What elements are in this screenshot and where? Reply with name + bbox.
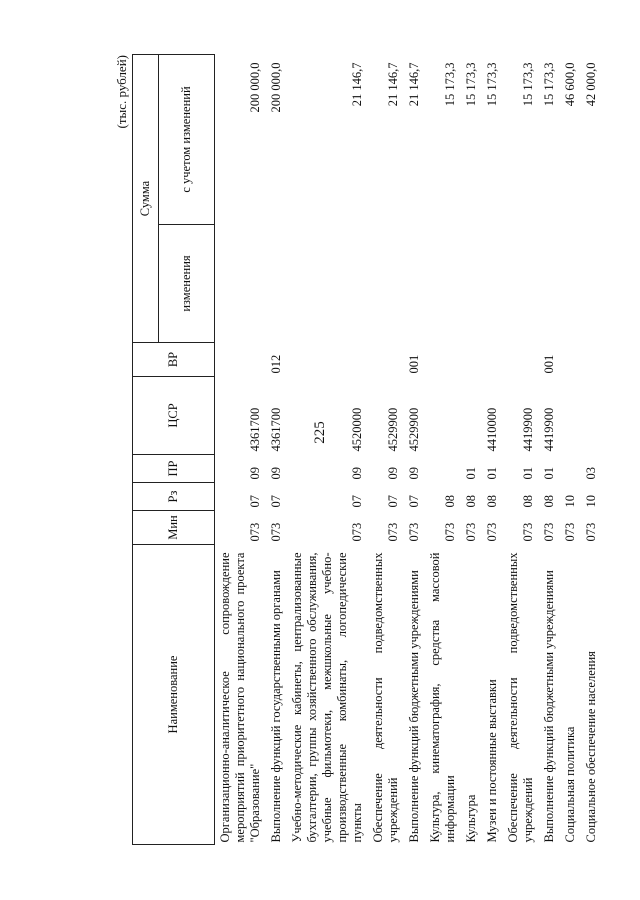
table-row (461, 55, 482, 845)
row-pr-cell (425, 455, 461, 483)
row-rz-cell: 07 (350, 495, 364, 508)
row-vr-cell (287, 343, 368, 377)
row-min-cell: 073 (350, 522, 364, 542)
row-rz-cell: 07 (407, 495, 421, 508)
row-rz-cell: 08 (542, 495, 556, 508)
row-csr-cell: 4361700 (248, 407, 262, 452)
row-csr-cell: 4419900 (521, 407, 535, 452)
table-row (368, 55, 404, 845)
row-rz-cell: 07 (248, 495, 262, 508)
row-total-cell: 15 173,3 (464, 62, 478, 107)
table-row (539, 55, 560, 845)
row-pr-cell (560, 455, 581, 483)
row-total-cell: 15 173,3 (485, 62, 499, 107)
row-min-cell: 073 (464, 522, 478, 542)
table-row (482, 55, 503, 845)
row-min-cell: 073 (386, 522, 400, 542)
row-pr-cell: 09 (350, 467, 364, 480)
row-name-cell: Культура, кинематография, средства массовой информации (428, 552, 457, 843)
row-csr-cell: 4419900 (542, 407, 556, 452)
header-pr: ПР (133, 455, 215, 483)
table-row (560, 55, 581, 845)
row-rz-cell: 10 (584, 495, 598, 508)
header-min: Мин (133, 511, 215, 545)
row-name-cell: Выполнение функций государственными органами (269, 570, 283, 843)
header-s-uchetom: с учетом изменений (159, 55, 215, 225)
row-izmeneniya-cell (482, 225, 503, 343)
row-vr-cell (425, 343, 461, 377)
row-izmeneniya-cell (560, 225, 581, 343)
row-name-cell: Социальная политика (563, 726, 577, 843)
page-number-text: 225 (311, 420, 328, 444)
row-name-cell: Организационно-аналитическое сопровождение мероприятий приоритетного национального проекта "Образование" (218, 552, 262, 843)
row-vr-cell: 012 (269, 354, 283, 374)
row-izmeneniya-cell (503, 225, 539, 343)
header-csr: ЦСР (133, 377, 215, 455)
row-min-cell: 073 (443, 522, 457, 542)
row-total-cell: 15 173,3 (521, 62, 535, 107)
row-pr-cell: 01 (464, 467, 478, 480)
row-vr-cell: 001 (542, 354, 556, 374)
row-name-cell: Обеспечение деятельности подведомственных учреждений (506, 552, 535, 843)
row-min-cell: 073 (485, 522, 499, 542)
table-row (287, 55, 368, 845)
row-csr-cell (425, 377, 461, 455)
row-name-cell: Социальное обеспечение населения (584, 651, 598, 843)
rotated-page-content (110, 45, 610, 845)
row-name-cell: Обеспечение деятельности подведомственных учреждений (371, 552, 400, 843)
row-rz-cell: 07 (269, 495, 283, 508)
row-izmeneniya-cell (266, 225, 287, 343)
row-csr-cell: 4520000 (350, 407, 364, 452)
row-pr-cell: 09 (386, 467, 400, 480)
row-name-cell: Музеи и постоянные выставки (485, 679, 499, 843)
row-csr-cell (560, 377, 581, 455)
row-izmeneniya-cell (287, 225, 368, 343)
row-izmeneniya-cell (461, 225, 482, 343)
row-csr-cell (581, 377, 602, 455)
row-vr-cell (560, 343, 581, 377)
header-vr: ВР (133, 343, 215, 377)
row-rz-cell: 08 (443, 495, 457, 508)
row-pr-cell: 01 (542, 467, 556, 480)
row-pr-cell: 09 (407, 467, 421, 480)
row-csr-cell: 4410000 (485, 407, 499, 452)
row-pr-cell: 09 (269, 467, 283, 480)
row-name-cell: Выполнение функций бюджетными учреждениями (542, 570, 556, 843)
row-rz-cell: 07 (386, 495, 400, 508)
row-min-cell: 073 (521, 522, 535, 542)
row-rz-cell: 08 (521, 495, 535, 508)
table-row (404, 55, 425, 845)
row-total-cell: 42 000,0 (584, 62, 598, 107)
row-total-cell: 15 173,3 (542, 62, 556, 107)
row-csr-cell: 4361700 (269, 407, 283, 452)
row-pr-cell: 01 (485, 467, 499, 480)
row-vr-cell (461, 343, 482, 377)
row-pr-cell: 09 (248, 467, 262, 480)
table-row (503, 55, 539, 845)
row-csr-cell (461, 377, 482, 455)
row-pr-cell: 03 (584, 467, 598, 480)
row-name-cell: Выполнение функций бюджетными учреждениями (407, 570, 421, 843)
header-summa: Сумма (133, 55, 159, 343)
row-vr-cell (581, 343, 602, 377)
row-rz-cell: 08 (485, 495, 499, 508)
row-min-cell: 073 (248, 522, 262, 542)
row-vr-cell (482, 343, 503, 377)
row-total-cell: 21 146,7 (350, 62, 364, 107)
table-row (266, 55, 287, 845)
table-row (425, 55, 461, 845)
table-body (215, 55, 603, 845)
row-izmeneniya-cell (404, 225, 425, 343)
row-min-cell: 073 (584, 522, 598, 542)
table-row (215, 55, 267, 845)
row-total-cell: 46 600,0 (563, 62, 577, 107)
row-total-cell: 21 146,7 (407, 62, 421, 107)
row-total-cell: 200 000,0 (248, 62, 262, 113)
row-izmeneniya-cell (539, 225, 560, 343)
row-total-cell: 15 173,3 (443, 62, 457, 107)
row-total-cell: 200 000,0 (269, 62, 283, 113)
row-min-cell: 073 (542, 522, 556, 542)
row-vr-cell (503, 343, 539, 377)
row-name-cell: Культура (464, 794, 478, 843)
row-vr-cell: 001 (407, 354, 421, 374)
budget-table (132, 54, 602, 845)
header-izmeneniya: изменения (159, 225, 215, 343)
table-header (133, 55, 215, 845)
row-izmeneniya-cell (425, 225, 461, 343)
row-name-cell: Учебно-методические кабинеты, централизованные бухгалтерии, группы хозяйственного обслуживания, учебные фильмотеки, межшкольные учебно-производственные комбинаты, логопедические пункты (290, 552, 364, 843)
landscape-content (110, 45, 610, 845)
row-total-cell: 21 146,7 (386, 62, 400, 107)
row-vr-cell (215, 343, 267, 377)
units-label: (тыс. рублей) (114, 55, 129, 129)
row-rz-cell: 08 (464, 495, 478, 508)
row-izmeneniya-cell (368, 225, 404, 343)
row-rz-cell: 10 (563, 495, 577, 508)
row-csr-cell: 4529900 (386, 407, 400, 452)
row-min-cell: 073 (269, 522, 283, 542)
row-min-cell: 073 (407, 522, 421, 542)
table-row (581, 55, 602, 845)
row-pr-cell: 01 (521, 467, 535, 480)
row-izmeneniya-cell (581, 225, 602, 343)
row-vr-cell (368, 343, 404, 377)
header-rz: Рз (133, 483, 215, 511)
row-csr-cell: 4529900 (407, 407, 421, 452)
row-izmeneniya-cell (215, 225, 267, 343)
row-min-cell: 073 (563, 522, 577, 542)
header-name: Наименование (133, 545, 215, 845)
